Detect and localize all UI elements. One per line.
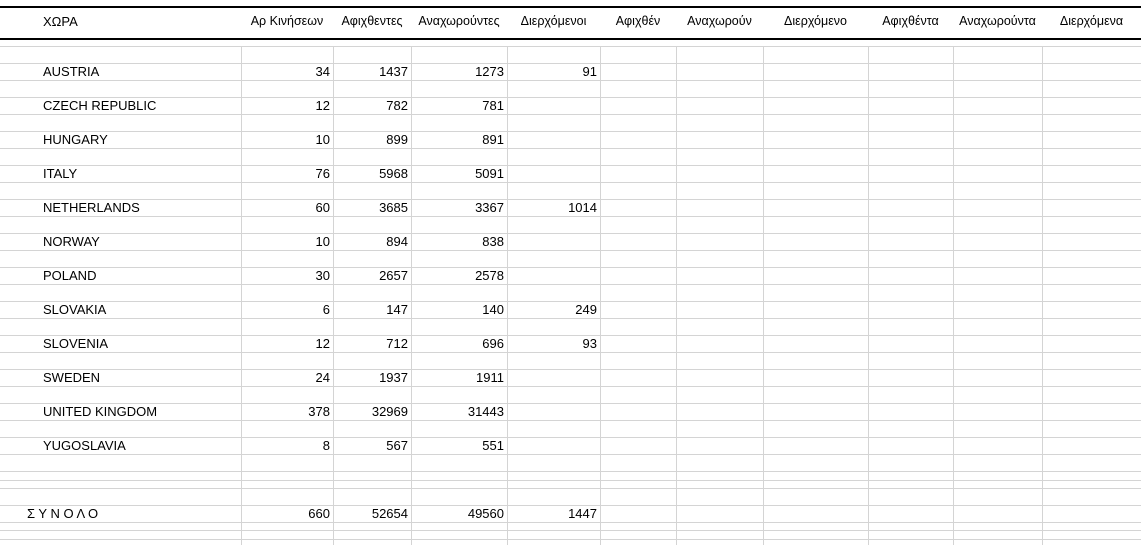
cell-movements[interactable]: 378	[308, 404, 330, 419]
cell-departures[interactable]: 696	[482, 336, 504, 351]
cell-arrivals[interactable]: 899	[386, 132, 408, 147]
cell-country[interactable]: UNITED KINGDOM	[43, 404, 158, 419]
grid-vline	[241, 46, 242, 545]
cell-departures[interactable]: 891	[482, 132, 504, 147]
cell-transit[interactable]	[507, 97, 597, 114]
header-departing[interactable]: Αναχωρούν	[687, 14, 752, 28]
grid-hline	[0, 148, 1141, 149]
grid-hline	[0, 420, 1141, 421]
cell-transit[interactable]	[507, 131, 597, 148]
grid-vline	[600, 46, 601, 545]
grid-hline	[0, 284, 1141, 285]
cell-country[interactable]: SLOVAKIA	[43, 302, 107, 317]
grid-hline	[0, 471, 1141, 472]
cell-transit[interactable]	[507, 437, 597, 454]
cell-departures[interactable]: 3367	[475, 200, 504, 215]
cell-country[interactable]: CZECH REPUBLIC	[43, 98, 157, 113]
cell-arrivals[interactable]: 712	[386, 336, 408, 351]
cell-movements[interactable]: 10	[315, 132, 330, 147]
cell-departures[interactable]: 2578	[475, 268, 504, 283]
cell-departures[interactable]: 31443	[467, 404, 504, 419]
cell-movements[interactable]: 30	[315, 268, 330, 283]
cell-country[interactable]: HUNGARY	[43, 132, 108, 147]
grid-hline	[0, 318, 1141, 319]
total-arrivals[interactable]: 52654	[371, 506, 408, 521]
total-label[interactable]: Σ Υ Ν Ο Λ Ο	[27, 506, 99, 521]
cell-departures[interactable]: 140	[482, 302, 504, 317]
grid-hline	[0, 250, 1141, 251]
cell-country[interactable]: NORWAY	[43, 234, 100, 249]
cell-transit[interactable]: 249	[575, 302, 597, 317]
header-arrivals[interactable]: Αφιχθεντες	[341, 14, 403, 28]
cell-movements[interactable]: 6	[322, 302, 330, 317]
header-arrived-plural[interactable]: Αφιχθέντα	[882, 14, 939, 28]
cell-arrivals[interactable]: 567	[386, 438, 408, 453]
cell-arrivals[interactable]: 782	[386, 98, 408, 113]
cell-country[interactable]: SWEDEN	[43, 370, 101, 385]
cell-country[interactable]: POLAND	[43, 268, 97, 283]
header-border	[0, 38, 1141, 40]
cell-arrivals[interactable]: 3685	[379, 200, 408, 215]
grid-vline	[507, 46, 508, 545]
header-movements[interactable]: Αρ Κινήσεων	[250, 14, 324, 28]
grid-vline	[333, 46, 334, 545]
header-transit[interactable]: Διερχόμενοι	[520, 14, 587, 28]
grid-hline	[0, 480, 1141, 481]
cell-transit[interactable]	[507, 267, 597, 284]
cell-movements[interactable]: 34	[315, 64, 330, 79]
header-passing-plural[interactable]: Διερχόμενα	[1059, 14, 1124, 28]
cell-movements[interactable]: 8	[322, 438, 330, 453]
cell-departures[interactable]: 1911	[476, 370, 504, 385]
header-passing[interactable]: Διερχόμενο	[784, 14, 847, 28]
grid-vline	[1042, 46, 1043, 545]
cell-country[interactable]: AUSTRIA	[43, 64, 100, 79]
cell-country[interactable]: NETHERLANDS	[43, 200, 140, 215]
cell-transit[interactable]	[507, 165, 597, 182]
cell-movements[interactable]: 10	[315, 234, 330, 249]
header-arrived[interactable]: Αφιχθέν	[615, 14, 661, 28]
cell-movements[interactable]: 60	[315, 200, 330, 215]
cell-transit[interactable]	[507, 369, 597, 386]
cell-arrivals[interactable]: 147	[386, 302, 408, 317]
grid-hline	[0, 216, 1141, 217]
grid-hline	[0, 352, 1141, 353]
cell-arrivals[interactable]: 5968	[379, 166, 408, 181]
total-departures[interactable]: 49560	[467, 506, 504, 521]
cell-movements[interactable]: 12	[315, 98, 330, 113]
grid-vline	[411, 46, 412, 545]
grid-hline	[0, 80, 1141, 81]
cell-movements[interactable]: 12	[315, 336, 330, 351]
cell-movements[interactable]: 24	[315, 370, 330, 385]
grid-hline	[0, 454, 1141, 455]
cell-country[interactable]: YUGOSLAVIA	[43, 438, 126, 453]
grid-hline	[0, 522, 1141, 523]
grid-hline	[0, 488, 1141, 489]
grid-vline	[953, 46, 954, 545]
grid-vline	[763, 46, 764, 545]
cell-arrivals[interactable]: 1937	[379, 370, 408, 385]
grid-hline	[0, 46, 1141, 47]
cell-arrivals[interactable]: 894	[386, 234, 408, 249]
grid-hline	[0, 530, 1141, 531]
cell-arrivals[interactable]: 32969	[371, 404, 408, 419]
cell-country[interactable]: ITALY	[43, 166, 78, 181]
cell-transit[interactable]	[507, 233, 597, 250]
cell-transit[interactable]: 1014	[568, 200, 597, 215]
header-country[interactable]: ΧΩΡΑ	[43, 14, 78, 29]
header-border	[0, 6, 1141, 8]
grid-vline	[868, 46, 869, 545]
cell-departures[interactable]: 5091	[475, 166, 504, 181]
grid-hline	[0, 539, 1141, 540]
cell-country[interactable]: SLOVENIA	[43, 336, 109, 351]
cell-transit[interactable]	[507, 403, 597, 420]
grid-hline	[0, 386, 1141, 387]
grid-hline	[0, 182, 1141, 183]
header-departures[interactable]: Αναχωρούντες	[418, 14, 500, 28]
cell-departures[interactable]: 1273	[475, 64, 504, 79]
grid-hline	[0, 114, 1141, 115]
cell-transit[interactable]: 93	[582, 336, 597, 351]
cell-departures[interactable]: 781	[482, 98, 504, 113]
total-transit[interactable]: 1447	[568, 506, 597, 521]
grid-vline	[676, 46, 677, 545]
cell-departures[interactable]: 838	[482, 234, 504, 249]
cell-arrivals[interactable]: 2657	[379, 268, 408, 283]
header-departing-plural[interactable]: Αναχωρούντα	[959, 14, 1036, 28]
cell-departures[interactable]: 551	[482, 438, 504, 453]
cell-arrivals[interactable]: 1437	[379, 64, 408, 79]
cell-transit[interactable]: 91	[582, 64, 597, 79]
total-movements[interactable]: 660	[308, 506, 330, 521]
cell-movements[interactable]: 76	[315, 166, 330, 181]
